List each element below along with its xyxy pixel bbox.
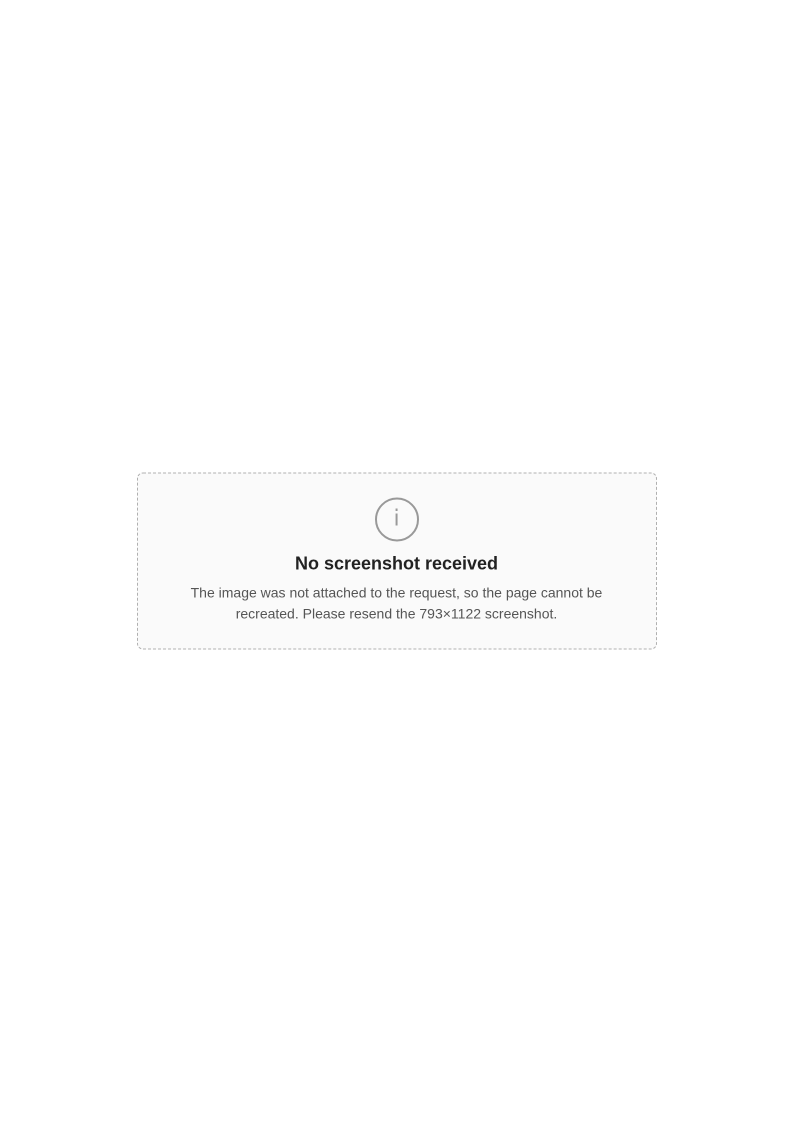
notice-body: The image was not attached to the request, so the page cannot be recreated. Please resend the 793×1122 screenshot. — [190, 584, 603, 622]
notice-title: No screenshot received — [294, 553, 499, 574]
info-icon: i — [375, 498, 419, 542]
missing-image-notice — [137, 473, 657, 650]
